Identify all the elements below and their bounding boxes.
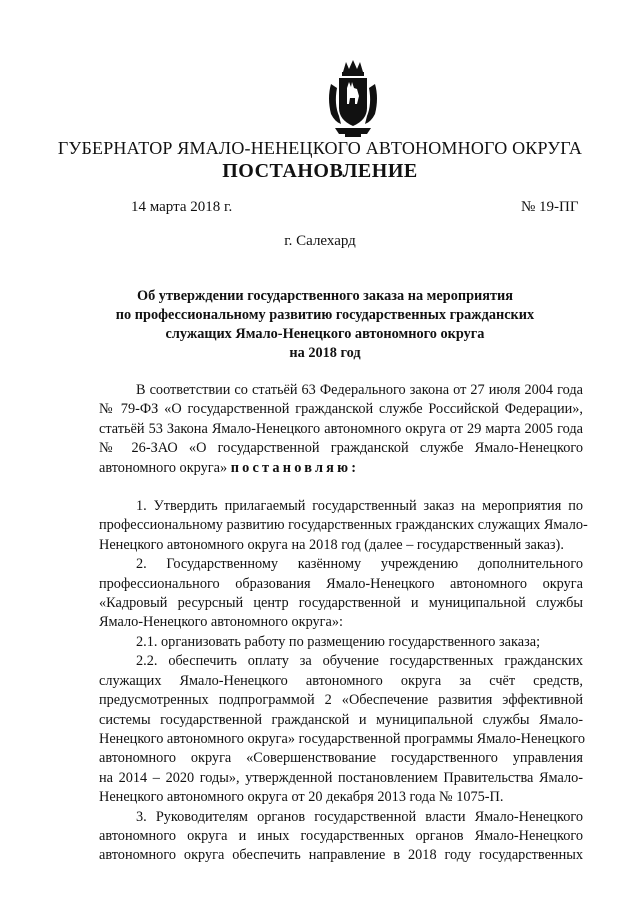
paragraph2-2-line: служащих Ямало-Ненецкого автономного округа за счёт средств,: [99, 672, 583, 689]
paragraph3-line: автономного округа обеспечить направление в 2018 году государственных: [99, 847, 583, 864]
document-date: 14 марта 2018 г.: [131, 199, 233, 215]
paragraph2-2-line: Ненецкого автономного округа от 20 декабря 2013 года № 1075-П.: [99, 789, 504, 806]
coat-of-arms-emblem: [325, 58, 381, 140]
paragraph2-line: Ямало-Ненецкого автономного округа»:: [99, 614, 344, 631]
title-line: на 2018 год: [289, 345, 361, 361]
preamble-line: № 79-ФЗ «О государственной гражданской службе Российской Федерации»,: [99, 401, 583, 418]
paragraph2-1-line: 2.1. организовать работу по размещению государственного заказа;: [136, 633, 541, 650]
paragraph2-2-line: автономного округа «Совершенствование государственного управления: [99, 750, 583, 767]
document-body: [99, 381, 588, 866]
coat-of-arms-icon: [325, 58, 381, 140]
paragraph2-2-line: Ненецкого автономного округа» государственной программы Ямало-Ненецкого: [99, 730, 585, 747]
preamble-action: постановляю:: [230, 459, 360, 476]
paragraph2-2-line: 2.2. обеспечить оплату за обучение государственных гражданских: [136, 653, 583, 670]
paragraph-gap: [99, 478, 583, 497]
paragraph1-line: Ненецкого автономного округа на 2018 год (далее – государственный заказ).: [99, 536, 564, 553]
preamble-line: статьёй 53 Закона Ямало-Ненецкого автономного округа от 29 марта 2005 года: [99, 420, 583, 437]
document-number: № 19-ПГ: [521, 199, 579, 215]
title-line: служащих Ямало-Ненецкого автономного округа: [165, 326, 485, 342]
document-city: г. Салехард: [284, 233, 356, 249]
preamble-line: № 26-ЗАО «О государственной гражданской службе Ямало-Ненецкого: [99, 440, 583, 457]
authority-heading: ГУБЕРНАТОР ЯМАЛО-НЕНЕЦКОГО АВТОНОМНОГО ОКРУГА: [57, 138, 583, 158]
paragraph2-line: «Кадровый ресурсный центр государственной и муниципальной службы: [99, 595, 583, 612]
paragraph2-2-line: предусмотренных подпрограммой 2 «Обеспечение развития эффективной: [99, 692, 583, 709]
paragraph1-line: профессиональному развитию государственных гражданских служащих Ямало-: [99, 517, 588, 534]
paragraph3-line: 3. Руководителям органов государственной власти Ямало-Ненецкого: [136, 808, 583, 825]
title-line: Об утверждении государственного заказа на мероприятия: [136, 288, 514, 304]
document-type-heading: ПОСТАНОВЛЕНИЕ: [222, 160, 418, 182]
paragraph2-2-line: системы государственной гражданской и муниципальной службы Ямало-: [99, 711, 583, 728]
document-title: [60, 287, 590, 363]
title-line: по профессиональному развитию государственных гражданских: [115, 307, 535, 323]
paragraph3-line: автономного округа и иных государственных органов Ямало-Ненецкого: [99, 827, 583, 844]
paragraph1-line: 1. Утвердить прилагаемый государственный заказ на мероприятия по: [136, 498, 583, 515]
paragraph2-line: 2. Государственному казённому учреждению дополнительного: [136, 556, 583, 573]
paragraph2-2-line: на 2014 – 2020 годы», утвержденной постановлением Правительства Ямало-: [99, 769, 583, 786]
preamble-line: автономного округа»: [99, 459, 228, 476]
preamble-line: В соответствии со статьёй 63 Федерального закона от 27 июля 2004 года: [136, 382, 583, 398]
preamble-line-last: [99, 459, 583, 478]
paragraph2-line: профессионального образования Ямало-Ненецкого автономного округа: [99, 575, 583, 592]
